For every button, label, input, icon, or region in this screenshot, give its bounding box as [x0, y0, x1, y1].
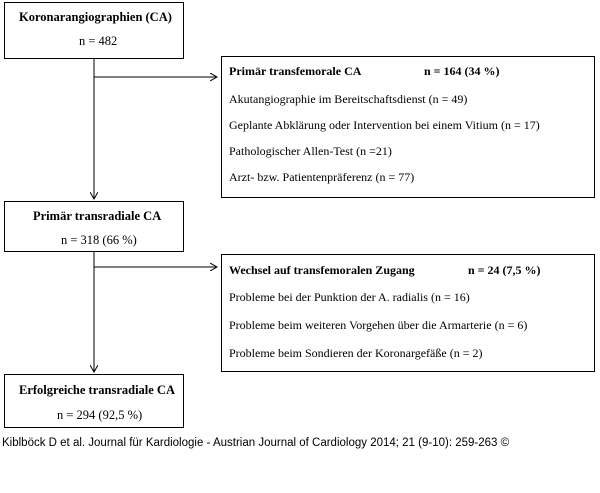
transfemoral-reason-item: Pathologischer Allen-Test (n =21) — [229, 144, 392, 158]
box-koronarangiographien-title: Koronarangiographien (CA) — [19, 10, 172, 24]
citation-credit: Kiblböck D et al. Journal für Kardiologie - Austrian Journal of Cardiology 2014; 21 (9-10): 259-263 © — [2, 437, 510, 449]
transfemoral-reason-item: Geplante Abklärung oder Intervention bei einem Vitium (n = 17) — [229, 118, 540, 132]
box-switch-count: n = 24 (7,5 %) — [468, 263, 541, 277]
box-switch-title: Wechsel auf transfemoralen Zugang — [229, 263, 415, 277]
box-success-transradial — [4, 374, 184, 428]
switch-reason-item: Probleme beim weiteren Vorgehen über die Armarterie (n = 6) — [229, 318, 528, 332]
box-success-count: n = 294 (92,5 %) — [57, 408, 143, 422]
box-success-title: Erfolgreiche transradiale CA — [19, 383, 175, 397]
transfemoral-reason-item: Akutangiographie im Bereitschaftsdienst (n = 49) — [229, 92, 468, 106]
box-koronarangiographien — [4, 2, 184, 59]
box-koronarangiographien-count: n = 482 — [79, 34, 118, 48]
switch-reason-item: Probleme beim Sondieren der Koronargefäße (n = 2) — [229, 346, 483, 360]
switch-reason-item: Probleme bei der Punktion der A. radialis (n = 16) — [229, 290, 470, 304]
box-transfemoral-title: Primär transfemorale CA — [229, 64, 362, 78]
box-switch-transfemoral — [221, 254, 595, 372]
box-transfemoral-count: n = 164 (34 %) — [424, 64, 500, 78]
box-transradial-title: Primär transradiale CA — [33, 209, 162, 223]
box-transradial — [4, 201, 184, 252]
transfemoral-reason-item: Arzt- bzw. Patientenpräferenz (n = 77) — [229, 170, 415, 184]
box-transradial-count: n = 318 (66 %) — [61, 233, 137, 247]
box-transfemoral — [221, 56, 595, 198]
